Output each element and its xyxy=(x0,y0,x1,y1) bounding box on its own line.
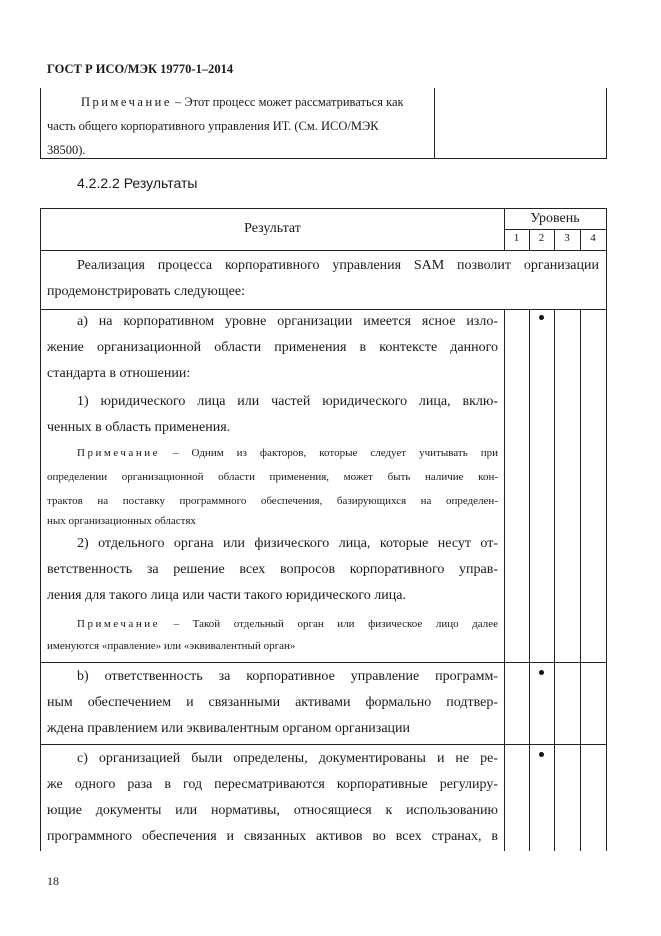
body-vline-3 xyxy=(580,309,581,851)
intro-line-1: Реализация процесса корпоративного управления SAM позволит организации xyxy=(77,258,599,273)
page-number: 18 xyxy=(47,874,59,888)
level-mark-row-a xyxy=(539,315,544,320)
note-label: Примечание xyxy=(81,95,172,109)
results-table: Результат Уровень 1 2 3 4 Реализация процесса корпоративного управления SAM позволит организации продемонстрировать следующее: а) на корпоративном уровне организации имеется ясное изло- жение организационной области применения в контексте данного стандарта в отношении: 1) юридического лица или частей юридического лица, вклю- ченных в область применения. Примечание – Одним из факторов, которые следует учитывать при определении организационной области применения, может быть наличие кон- трактов на поставку программного обеспечения, базирующихся на определен- ных организационных областях 2) отдельного органа или физического лица, которые несут от- ветственность за решение всех вопросов корпоративного управ- ления для такого лица или части такого юридического лица. Примечание – Такой отдельный орган или физическое лицо далее именуются «правление» или «эквивалентный орган» b) ответственность за корпоративное управление программ- ным обеспечением и связанными активами формально подтвер- ждена правлением или эквивалентным органом организации с) организацией были определены, документированы и не ре- же одного раза в год пересматриваются корпоративные регулиру- ющие документы или нормативы, относящиеся к использованию программного обеспечения и связанных активов во всех странах, в xyxy=(40,208,607,851)
level-mark-row-b xyxy=(539,670,544,675)
level-1: 1 xyxy=(513,232,520,244)
col-result-header: Результат xyxy=(244,221,301,236)
section-title: 4.2.2.2 Результаты xyxy=(77,175,198,191)
lvl-sep-1-head xyxy=(529,229,530,250)
level-4: 4 xyxy=(590,232,596,244)
lvl-sep-3-head xyxy=(580,229,581,250)
top-note-text: Примечание – Этот процесс может рассматриваться как часть общего корпоративного управления ИТ. (См. ИСО/МЭК 38500). xyxy=(47,95,404,157)
lvl-sep-2-head xyxy=(554,229,555,250)
intro-line-2: продемонстрировать следующее: xyxy=(47,284,245,299)
level-3: 3 xyxy=(564,232,570,244)
row-a-note-1: Примечание – Одним из факторов, которые следует учитывать при xyxy=(77,447,499,459)
header-bottom xyxy=(41,250,606,251)
document-header: ГОСТ Р ИСО/МЭК 19770-1–2014 xyxy=(47,62,234,76)
body-vline-1 xyxy=(529,309,530,851)
body-vline-text xyxy=(504,309,505,851)
level-mark-row-c xyxy=(539,752,544,757)
col-level-header: Уровень xyxy=(530,211,580,226)
row-b-bottom xyxy=(41,744,606,745)
level-2: 2 xyxy=(538,232,545,244)
row-a-bottom xyxy=(41,662,606,663)
level-subline xyxy=(504,229,606,230)
body-vline-2 xyxy=(554,309,555,851)
top-note-table xyxy=(40,88,607,159)
row-a-note-2: Примечание – Такой отдельный орган или физическое лицо далее xyxy=(77,618,499,630)
